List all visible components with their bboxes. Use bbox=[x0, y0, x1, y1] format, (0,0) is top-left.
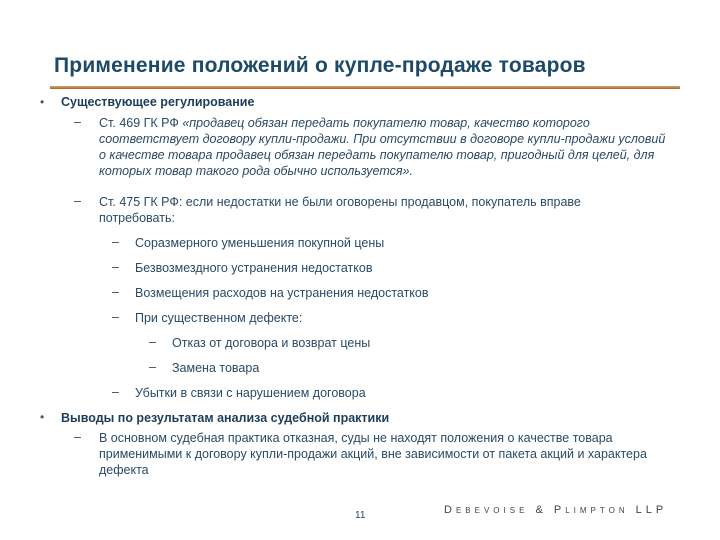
article-ref: Ст. 469 ГК РФ bbox=[99, 116, 183, 130]
dash-icon: – bbox=[74, 194, 81, 208]
section-heading: Существующее регулирование bbox=[61, 95, 255, 109]
quote: «продавец обязан передать покупателю товар, качество которого соответствует договору купли-продажи. При отсутствии в договоре купли-продажи условий о качестве товара продавец обязан передать покупателю товар, пригодный для целей, для которых товар такого рода обычно используется». bbox=[99, 116, 666, 178]
list-item: Убытки в связи с нарушением договора bbox=[135, 386, 366, 400]
slide-title: Применение положений о купле-продаже товаров bbox=[54, 54, 586, 77]
dash-icon: – bbox=[112, 385, 119, 399]
list-item: При существенном дефекте: bbox=[135, 311, 303, 325]
list-item: Возмещения расходов на устранения недостатков bbox=[135, 286, 429, 300]
list-item: Отказ от договора и возврат цены bbox=[172, 336, 371, 350]
list-item: В основном судебная практика отказная, суды не находят положения о качестве товара применимыми к договору купли-продажи акций, вне зависимости от пакета акций и характера дефекта bbox=[99, 431, 647, 477]
dash-icon: – bbox=[74, 430, 81, 444]
dash-icon: – bbox=[112, 235, 119, 249]
list-item: Безвозмездного устранения недостатков bbox=[135, 261, 373, 275]
dash-icon: – bbox=[74, 115, 81, 129]
title-underline bbox=[50, 86, 680, 89]
dash-icon: – bbox=[112, 285, 119, 299]
list-item: Ст. 475 ГК РФ: если недостатки не были оговорены продавцом, покупатель вправе потребовать: bbox=[99, 195, 581, 225]
page-number: 11 bbox=[355, 510, 366, 521]
section-heading: Выводы по результатам анализа судебной практики bbox=[61, 411, 390, 425]
company-logo: Debevoise & Plimpton LLP bbox=[444, 504, 668, 516]
dash-icon: – bbox=[112, 260, 119, 274]
list-item: Замена товара bbox=[172, 361, 260, 375]
bullet-icon: • bbox=[40, 410, 45, 424]
dash-icon: – bbox=[149, 335, 156, 349]
list-item bbox=[99, 115, 669, 179]
dash-icon: – bbox=[112, 310, 119, 324]
dash-icon: – bbox=[149, 360, 156, 374]
list-item: Соразмерного уменьшения покупной цены bbox=[135, 236, 385, 250]
bullet-icon: • bbox=[40, 95, 45, 109]
